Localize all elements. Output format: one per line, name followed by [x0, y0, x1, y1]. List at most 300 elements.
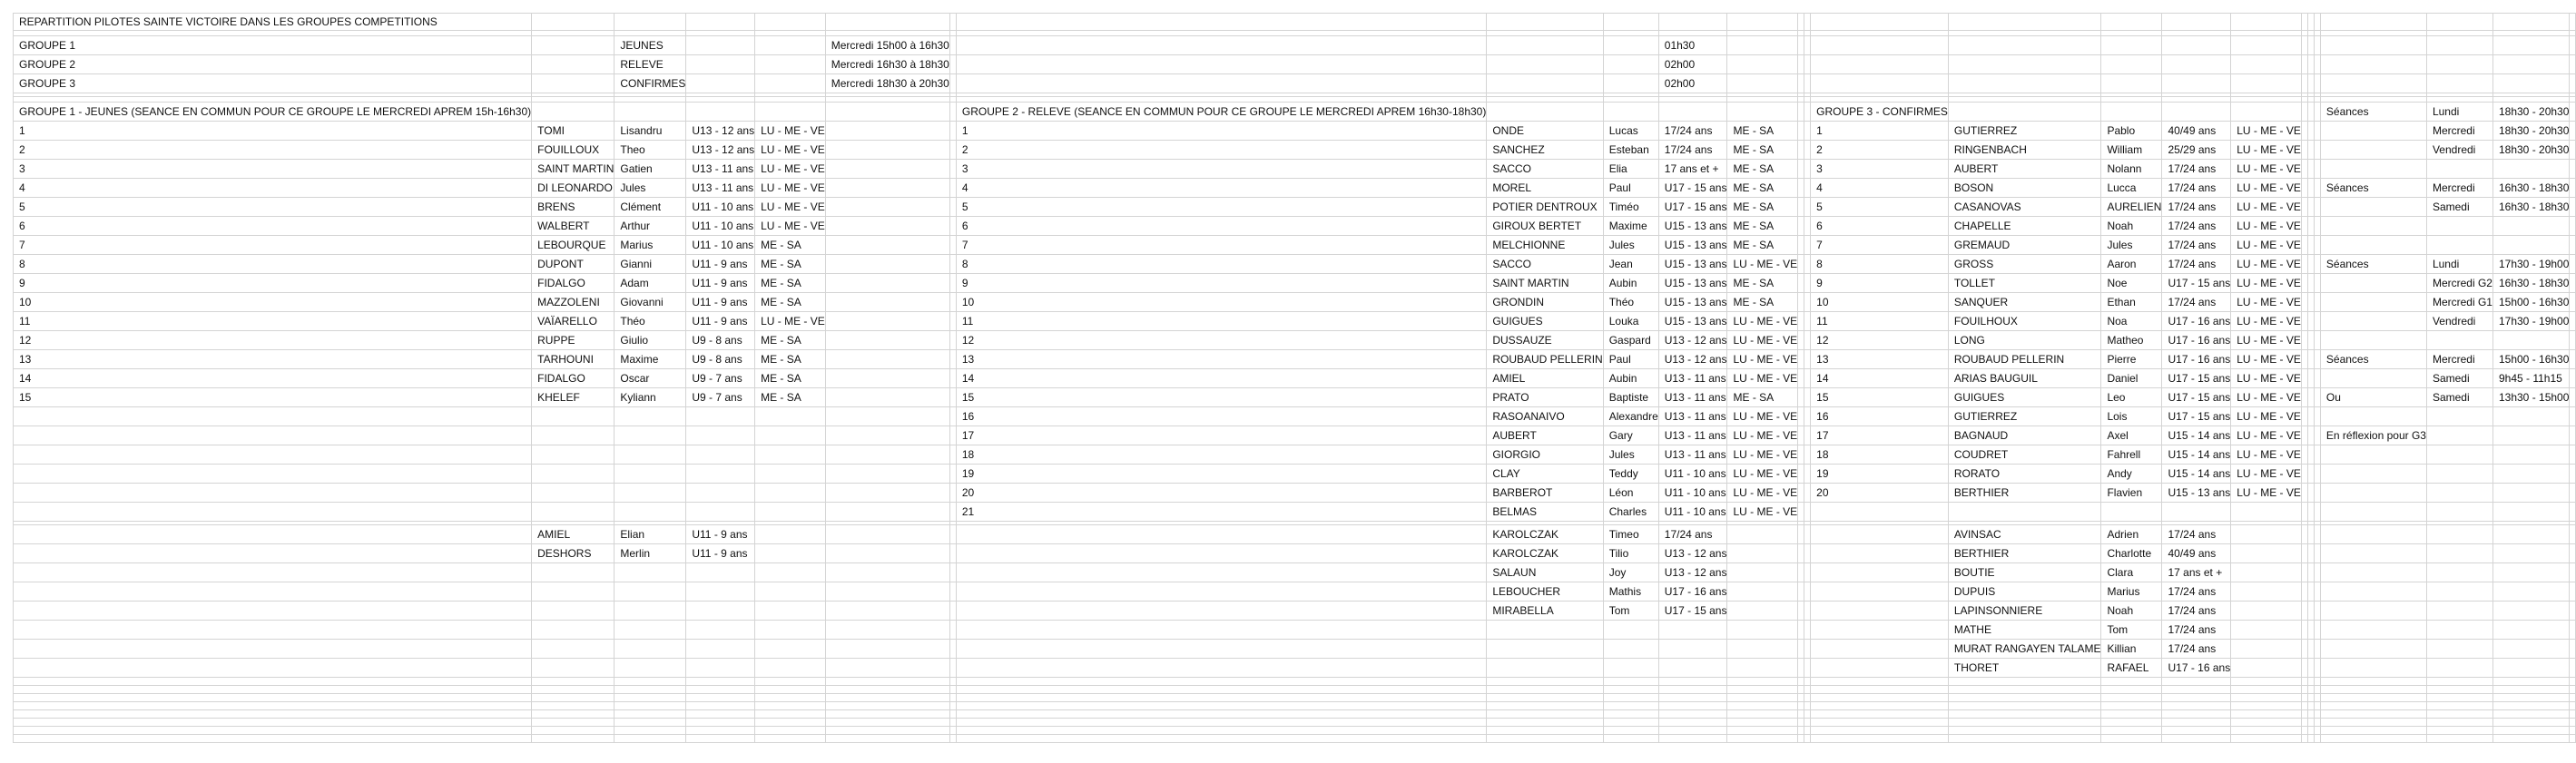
- empty-cell[interactable]: [2162, 686, 2231, 694]
- sheet-cell[interactable]: U15 - 14 ans: [2162, 426, 2231, 445]
- sheet-cell[interactable]: 40/49 ans: [2162, 544, 2231, 563]
- sheet-cell[interactable]: [949, 544, 956, 563]
- sheet-cell[interactable]: [825, 293, 949, 312]
- sheet-cell[interactable]: [2314, 141, 2320, 160]
- sheet-cell[interactable]: [755, 74, 826, 93]
- sheet-cell[interactable]: ME - SA: [755, 274, 826, 293]
- sheet-cell[interactable]: [2314, 274, 2320, 293]
- sheet-cell[interactable]: U13 - 11 ans: [1658, 369, 1727, 388]
- sheet-cell[interactable]: [686, 503, 755, 522]
- sheet-cell[interactable]: Théo: [1603, 293, 1658, 312]
- empty-cell[interactable]: [1798, 686, 1804, 694]
- sheet-cell[interactable]: [2307, 236, 2314, 255]
- sheet-cell[interactable]: [755, 563, 826, 582]
- sheet-cell[interactable]: U15 - 13 ans: [1658, 236, 1727, 255]
- sheet-cell[interactable]: [949, 621, 956, 640]
- sheet-cell[interactable]: [1811, 659, 1949, 678]
- sheet-cell[interactable]: Noah: [2101, 217, 2162, 236]
- sheet-cell[interactable]: 2: [14, 141, 532, 160]
- sheet-cell[interactable]: [2301, 602, 2307, 621]
- sheet-cell[interactable]: [2426, 160, 2492, 179]
- sheet-cell[interactable]: 8: [14, 255, 532, 274]
- sheet-cell[interactable]: [755, 407, 826, 426]
- sheet-cell[interactable]: [2307, 122, 2314, 141]
- sheet-cell[interactable]: [1804, 217, 1811, 236]
- sheet-cell[interactable]: [949, 484, 956, 503]
- sheet-cell[interactable]: [2320, 236, 2426, 255]
- sheet-cell[interactable]: [1727, 563, 1798, 582]
- sheet-cell[interactable]: LU - ME - VE: [1727, 369, 1798, 388]
- sheet-cell[interactable]: 7: [14, 236, 532, 255]
- sheet-cell[interactable]: LU - ME - VE: [1727, 407, 1798, 426]
- sheet-cell[interactable]: Séances: [2320, 255, 2426, 274]
- sheet-cell[interactable]: [2307, 331, 2314, 350]
- sheet-cell[interactable]: Fahrell: [2101, 445, 2162, 465]
- sheet-cell[interactable]: [1798, 74, 1804, 93]
- sheet-cell[interactable]: DESHORS: [532, 544, 615, 563]
- sheet-cell[interactable]: [2301, 217, 2307, 236]
- sheet-cell[interactable]: 11: [956, 312, 1486, 331]
- empty-cell[interactable]: [956, 719, 1486, 727]
- empty-cell[interactable]: [2426, 686, 2492, 694]
- sheet-cell[interactable]: [2314, 331, 2320, 350]
- sheet-cell[interactable]: [2492, 621, 2569, 640]
- sheet-cell[interactable]: [2426, 582, 2492, 602]
- empty-cell[interactable]: [755, 686, 826, 694]
- empty-cell[interactable]: [2162, 719, 2231, 727]
- sheet-cell[interactable]: 18: [1811, 445, 1949, 465]
- sheet-cell[interactable]: 18h30 - 20h30: [2492, 103, 2569, 122]
- sheet-cell[interactable]: [1727, 640, 1798, 659]
- sheet-cell[interactable]: [1804, 312, 1811, 331]
- sheet-cell[interactable]: FIDALGO: [532, 274, 615, 293]
- sheet-cell[interactable]: [2307, 369, 2314, 388]
- sheet-cell[interactable]: [2231, 544, 2302, 563]
- sheet-cell[interactable]: [2314, 465, 2320, 484]
- sheet-cell[interactable]: [2301, 198, 2307, 217]
- sheet-cell[interactable]: Killian: [2101, 640, 2162, 659]
- sheet-cell[interactable]: LU - ME - VE: [2231, 331, 2302, 350]
- sheet-cell[interactable]: LU - ME - VE: [755, 312, 826, 331]
- sheet-cell[interactable]: [956, 525, 1486, 544]
- sheet-cell[interactable]: [615, 465, 686, 484]
- sheet-cell[interactable]: ME - SA: [1727, 179, 1798, 198]
- sheet-cell[interactable]: [2301, 544, 2307, 563]
- sheet-cell[interactable]: LU - ME - VE: [755, 122, 826, 141]
- sheet-cell[interactable]: KAROLCZAK: [1487, 544, 1603, 563]
- empty-cell[interactable]: [1804, 710, 1811, 719]
- sheet-cell[interactable]: 15: [1811, 388, 1949, 407]
- sheet-cell[interactable]: [1798, 525, 1804, 544]
- empty-cell[interactable]: [1727, 727, 1798, 735]
- empty-cell[interactable]: [2101, 727, 2162, 735]
- empty-cell[interactable]: [2426, 678, 2492, 686]
- sheet-cell[interactable]: 11: [14, 312, 532, 331]
- sheet-cell[interactable]: [2492, 236, 2569, 255]
- sheet-cell[interactable]: [2301, 74, 2307, 93]
- sheet-cell[interactable]: [2314, 544, 2320, 563]
- empty-cell[interactable]: [956, 686, 1486, 694]
- sheet-cell[interactable]: [2231, 602, 2302, 621]
- sheet-cell[interactable]: ME - SA: [1727, 388, 1798, 407]
- sheet-cell[interactable]: [2426, 426, 2492, 445]
- sheet-cell[interactable]: ME - SA: [755, 369, 826, 388]
- sheet-cell[interactable]: Marius: [615, 236, 686, 255]
- sheet-cell[interactable]: [1811, 14, 1949, 31]
- sheet-cell[interactable]: [532, 563, 615, 582]
- sheet-cell[interactable]: 17/24 ans: [1658, 525, 1727, 544]
- empty-cell[interactable]: [2320, 686, 2426, 694]
- sheet-cell[interactable]: Marius: [2101, 582, 2162, 602]
- sheet-cell[interactable]: Mercredi: [2426, 179, 2492, 198]
- sheet-cell[interactable]: [949, 503, 956, 522]
- empty-cell[interactable]: [755, 710, 826, 719]
- sheet-cell[interactable]: [1727, 659, 1798, 678]
- empty-cell[interactable]: [2570, 686, 2576, 694]
- sheet-cell[interactable]: [949, 141, 956, 160]
- sheet-cell[interactable]: [755, 525, 826, 544]
- sheet-cell[interactable]: [532, 582, 615, 602]
- sheet-cell[interactable]: Lois: [2101, 407, 2162, 426]
- sheet-cell[interactable]: [2307, 36, 2314, 55]
- sheet-cell[interactable]: 6: [956, 217, 1486, 236]
- sheet-cell[interactable]: LU - ME - VE: [755, 141, 826, 160]
- sheet-cell[interactable]: 8: [956, 255, 1486, 274]
- sheet-cell[interactable]: LONG: [1948, 331, 2101, 350]
- sheet-cell[interactable]: MAZZOLENI: [532, 293, 615, 312]
- sheet-cell[interactable]: U13 - 12 ans: [1658, 331, 1727, 350]
- empty-cell[interactable]: [686, 727, 755, 735]
- sheet-cell[interactable]: [615, 659, 686, 678]
- empty-cell[interactable]: [1804, 678, 1811, 686]
- sheet-cell[interactable]: 5: [14, 198, 532, 217]
- empty-cell[interactable]: [1603, 694, 1658, 702]
- sheet-cell[interactable]: [949, 74, 956, 93]
- empty-cell[interactable]: [755, 719, 826, 727]
- sheet-cell[interactable]: U11 - 10 ans: [1658, 484, 1727, 503]
- sheet-cell[interactable]: Timeo: [1603, 525, 1658, 544]
- sheet-cell[interactable]: [2307, 465, 2314, 484]
- empty-cell[interactable]: [2314, 694, 2320, 702]
- sheet-cell[interactable]: [2320, 640, 2426, 659]
- sheet-cell[interactable]: [1487, 55, 1603, 74]
- sheet-cell[interactable]: U17 - 15 ans: [2162, 274, 2231, 293]
- empty-cell[interactable]: [1811, 710, 1949, 719]
- sheet-cell[interactable]: [949, 388, 956, 407]
- sheet-cell[interactable]: [2231, 659, 2302, 678]
- sheet-cell[interactable]: [2570, 407, 2576, 426]
- sheet-cell[interactable]: [1727, 525, 1798, 544]
- sheet-cell[interactable]: Lundi: [2426, 255, 2492, 274]
- empty-cell[interactable]: [615, 710, 686, 719]
- empty-cell[interactable]: [1798, 735, 1804, 743]
- empty-cell[interactable]: [2307, 735, 2314, 743]
- sheet-cell[interactable]: [2426, 236, 2492, 255]
- sheet-cell[interactable]: Jules: [615, 179, 686, 198]
- empty-cell[interactable]: [1798, 727, 1804, 735]
- sheet-cell[interactable]: [2314, 350, 2320, 369]
- sheet-cell[interactable]: AMIEL: [532, 525, 615, 544]
- sheet-cell[interactable]: [2320, 369, 2426, 388]
- sheet-cell[interactable]: [2426, 36, 2492, 55]
- empty-cell[interactable]: [755, 694, 826, 702]
- sheet-cell[interactable]: [755, 621, 826, 640]
- sheet-cell[interactable]: TARHOUNI: [532, 350, 615, 369]
- sheet-cell[interactable]: [2307, 659, 2314, 678]
- sheet-cell[interactable]: [949, 55, 956, 74]
- sheet-cell[interactable]: Jules: [1603, 236, 1658, 255]
- sheet-cell[interactable]: U11 - 9 ans: [686, 525, 755, 544]
- sheet-cell[interactable]: [1948, 103, 2101, 122]
- empty-cell[interactable]: [2314, 727, 2320, 735]
- sheet-cell[interactable]: [2320, 36, 2426, 55]
- sheet-cell[interactable]: U11 - 9 ans: [686, 544, 755, 563]
- sheet-cell[interactable]: [2314, 369, 2320, 388]
- sheet-cell[interactable]: [1798, 621, 1804, 640]
- sheet-cell[interactable]: 3: [956, 160, 1486, 179]
- sheet-cell[interactable]: [2426, 55, 2492, 74]
- sheet-cell[interactable]: [686, 640, 755, 659]
- sheet-cell[interactable]: GROUPE 3 - CONFIRMES: [1811, 103, 1949, 122]
- sheet-cell[interactable]: GROUPE 2: [14, 55, 532, 74]
- sheet-cell[interactable]: 10: [956, 293, 1486, 312]
- sheet-cell[interactable]: Séances: [2320, 103, 2426, 122]
- sheet-cell[interactable]: [2162, 55, 2231, 74]
- empty-cell[interactable]: [2162, 678, 2231, 686]
- sheet-cell[interactable]: ME - SA: [755, 255, 826, 274]
- sheet-cell[interactable]: [2301, 525, 2307, 544]
- sheet-cell[interactable]: U15 - 14 ans: [2162, 445, 2231, 465]
- sheet-cell[interactable]: ME - SA: [1727, 236, 1798, 255]
- empty-cell[interactable]: [2307, 694, 2314, 702]
- sheet-cell[interactable]: [2101, 503, 2162, 522]
- sheet-cell[interactable]: [1798, 217, 1804, 236]
- empty-cell[interactable]: [2307, 702, 2314, 710]
- sheet-cell[interactable]: [2314, 503, 2320, 522]
- sheet-cell[interactable]: [2301, 274, 2307, 293]
- sheet-cell[interactable]: Elian: [615, 525, 686, 544]
- empty-cell[interactable]: [1727, 735, 1798, 743]
- empty-cell[interactable]: [2101, 686, 2162, 694]
- empty-cell[interactable]: [686, 735, 755, 743]
- sheet-cell[interactable]: LU - ME - VE: [2231, 179, 2302, 198]
- sheet-cell[interactable]: [2314, 582, 2320, 602]
- empty-cell[interactable]: [1811, 735, 1949, 743]
- sheet-cell[interactable]: [2301, 141, 2307, 160]
- empty-cell[interactable]: [825, 735, 949, 743]
- sheet-cell[interactable]: ME - SA: [1727, 122, 1798, 141]
- sheet-cell[interactable]: [1804, 407, 1811, 426]
- sheet-cell[interactable]: 14: [956, 369, 1486, 388]
- sheet-cell[interactable]: U15 - 13 ans: [1658, 255, 1727, 274]
- sheet-cell[interactable]: [2301, 103, 2307, 122]
- sheet-cell[interactable]: [2314, 103, 2320, 122]
- sheet-cell[interactable]: 17: [1811, 426, 1949, 445]
- sheet-cell[interactable]: Lucca: [2101, 179, 2162, 198]
- sheet-cell[interactable]: [1811, 55, 1949, 74]
- sheet-cell[interactable]: Maxime: [1603, 217, 1658, 236]
- sheet-cell[interactable]: LU - ME - VE: [2231, 350, 2302, 369]
- sheet-cell[interactable]: [2320, 445, 2426, 465]
- sheet-cell[interactable]: [2570, 198, 2576, 217]
- empty-cell[interactable]: [1948, 727, 2101, 735]
- sheet-cell[interactable]: [2426, 544, 2492, 563]
- empty-cell[interactable]: [2492, 686, 2569, 694]
- sheet-cell[interactable]: [1811, 582, 1949, 602]
- sheet-cell[interactable]: Mathis: [1603, 582, 1658, 602]
- sheet-cell[interactable]: [532, 640, 615, 659]
- sheet-cell[interactable]: 9: [956, 274, 1486, 293]
- sheet-cell[interactable]: [825, 369, 949, 388]
- empty-cell[interactable]: [2101, 694, 2162, 702]
- sheet-cell[interactable]: Jules: [2101, 236, 2162, 255]
- sheet-cell[interactable]: U17 - 15 ans: [2162, 388, 2231, 407]
- sheet-cell[interactable]: Clara: [2101, 563, 2162, 582]
- sheet-cell[interactable]: [1798, 484, 1804, 503]
- sheet-cell[interactable]: ME - SA: [1727, 217, 1798, 236]
- empty-cell[interactable]: [686, 702, 755, 710]
- sheet-cell[interactable]: U17 - 16 ans: [2162, 312, 2231, 331]
- empty-cell[interactable]: [949, 710, 956, 719]
- sheet-cell[interactable]: LU - ME - VE: [2231, 407, 2302, 426]
- sheet-cell[interactable]: [2570, 331, 2576, 350]
- sheet-cell[interactable]: [2570, 274, 2576, 293]
- sheet-cell[interactable]: U9 - 8 ans: [686, 331, 755, 350]
- sheet-cell[interactable]: [2320, 14, 2426, 31]
- sheet-cell[interactable]: [2307, 160, 2314, 179]
- sheet-cell[interactable]: DUPONT: [532, 255, 615, 274]
- sheet-cell[interactable]: 18h30 - 20h30: [2492, 122, 2569, 141]
- sheet-cell[interactable]: [949, 179, 956, 198]
- sheet-cell[interactable]: [825, 179, 949, 198]
- empty-cell[interactable]: [825, 702, 949, 710]
- sheet-cell[interactable]: Giovanni: [615, 293, 686, 312]
- sheet-cell[interactable]: Teddy: [1603, 465, 1658, 484]
- sheet-cell[interactable]: [615, 426, 686, 445]
- sheet-cell[interactable]: [2314, 621, 2320, 640]
- empty-cell[interactable]: [686, 678, 755, 686]
- sheet-cell[interactable]: [2307, 484, 2314, 503]
- empty-cell[interactable]: [949, 727, 956, 735]
- sheet-cell[interactable]: [2570, 55, 2576, 74]
- empty-cell[interactable]: [2301, 719, 2307, 727]
- sheet-cell[interactable]: [2307, 198, 2314, 217]
- sheet-cell[interactable]: 4: [956, 179, 1486, 198]
- sheet-cell[interactable]: [2320, 74, 2426, 93]
- sheet-cell[interactable]: [2307, 503, 2314, 522]
- sheet-cell[interactable]: Paul: [1603, 350, 1658, 369]
- sheet-cell[interactable]: U15 - 13 ans: [1658, 217, 1727, 236]
- sheet-cell[interactable]: [949, 525, 956, 544]
- sheet-cell[interactable]: 4: [14, 179, 532, 198]
- sheet-cell[interactable]: U13 - 11 ans: [1658, 426, 1727, 445]
- sheet-cell[interactable]: [1948, 55, 2101, 74]
- sheet-cell[interactable]: [2101, 103, 2162, 122]
- sheet-cell[interactable]: [14, 407, 532, 426]
- sheet-cell[interactable]: 16h30 - 18h30: [2492, 274, 2569, 293]
- empty-cell[interactable]: [2231, 686, 2302, 694]
- sheet-cell[interactable]: [615, 582, 686, 602]
- sheet-cell[interactable]: 20: [1811, 484, 1949, 503]
- sheet-cell[interactable]: [2307, 426, 2314, 445]
- sheet-cell[interactable]: [1804, 331, 1811, 350]
- sheet-cell[interactable]: [2301, 582, 2307, 602]
- sheet-cell[interactable]: ME - SA: [755, 388, 826, 407]
- empty-cell[interactable]: [1804, 702, 1811, 710]
- sheet-cell[interactable]: [2101, 55, 2162, 74]
- sheet-cell[interactable]: [2492, 331, 2569, 350]
- sheet-cell[interactable]: [1603, 14, 1658, 31]
- sheet-cell[interactable]: [2314, 407, 2320, 426]
- sheet-cell[interactable]: [2301, 369, 2307, 388]
- empty-cell[interactable]: [2301, 678, 2307, 686]
- empty-cell[interactable]: [2162, 710, 2231, 719]
- sheet-cell[interactable]: 13: [956, 350, 1486, 369]
- sheet-cell[interactable]: LU - ME - VE: [2231, 236, 2302, 255]
- sheet-cell[interactable]: [14, 426, 532, 445]
- sheet-cell[interactable]: [949, 445, 956, 465]
- sheet-cell[interactable]: Jules: [1603, 445, 1658, 465]
- sheet-cell[interactable]: [1603, 55, 1658, 74]
- sheet-cell[interactable]: [825, 621, 949, 640]
- sheet-cell[interactable]: [2320, 563, 2426, 582]
- sheet-cell[interactable]: [2426, 407, 2492, 426]
- sheet-cell[interactable]: Kyliann: [615, 388, 686, 407]
- sheet-cell[interactable]: [1798, 14, 1804, 31]
- sheet-cell[interactable]: 17/24 ans: [2162, 236, 2231, 255]
- sheet-cell[interactable]: [2570, 659, 2576, 678]
- sheet-cell[interactable]: [1948, 14, 2101, 31]
- sheet-cell[interactable]: 20: [956, 484, 1486, 503]
- sheet-cell[interactable]: [2307, 407, 2314, 426]
- sheet-cell[interactable]: [1487, 14, 1603, 31]
- sheet-cell[interactable]: [949, 640, 956, 659]
- sheet-cell[interactable]: Ethan: [2101, 293, 2162, 312]
- sheet-cell[interactable]: GUTIERREZ: [1948, 407, 2101, 426]
- sheet-cell[interactable]: U13 - 11 ans: [1658, 388, 1727, 407]
- sheet-cell[interactable]: 2: [956, 141, 1486, 160]
- sheet-cell[interactable]: [1804, 544, 1811, 563]
- empty-cell[interactable]: [2320, 727, 2426, 735]
- empty-cell[interactable]: [532, 686, 615, 694]
- sheet-cell[interactable]: [755, 640, 826, 659]
- sheet-cell[interactable]: Aubin: [1603, 369, 1658, 388]
- sheet-cell[interactable]: [1798, 274, 1804, 293]
- empty-cell[interactable]: [2231, 719, 2302, 727]
- sheet-cell[interactable]: [2320, 582, 2426, 602]
- sheet-cell[interactable]: [2307, 525, 2314, 544]
- sheet-cell[interactable]: RORATO: [1948, 465, 2101, 484]
- sheet-cell[interactable]: [1487, 659, 1603, 678]
- empty-cell[interactable]: [615, 727, 686, 735]
- sheet-cell[interactable]: [686, 563, 755, 582]
- empty-cell[interactable]: [1603, 686, 1658, 694]
- sheet-cell[interactable]: [949, 122, 956, 141]
- sheet-cell[interactable]: [2231, 74, 2302, 93]
- empty-cell[interactable]: [1811, 727, 1949, 735]
- sheet-cell[interactable]: [532, 55, 615, 74]
- sheet-cell[interactable]: 15: [956, 388, 1486, 407]
- sheet-cell[interactable]: [532, 602, 615, 621]
- sheet-cell[interactable]: [2307, 312, 2314, 331]
- sheet-cell[interactable]: [755, 503, 826, 522]
- sheet-cell[interactable]: BELMAS: [1487, 503, 1603, 522]
- sheet-cell[interactable]: BRENS: [532, 198, 615, 217]
- sheet-cell[interactable]: [755, 14, 826, 31]
- sheet-cell[interactable]: LEBOURQUE: [532, 236, 615, 255]
- empty-cell[interactable]: [825, 694, 949, 702]
- sheet-cell[interactable]: CASANOVAS: [1948, 198, 2101, 217]
